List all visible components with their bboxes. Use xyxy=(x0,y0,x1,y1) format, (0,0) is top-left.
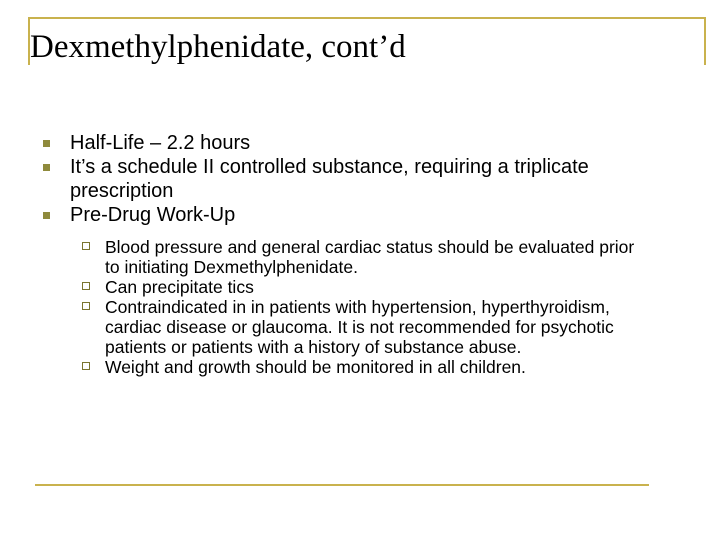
slide-body xyxy=(0,131,720,377)
frame-top-line xyxy=(28,17,706,19)
filled-square-bullet-icon xyxy=(43,212,50,219)
hollow-square-bullet-icon xyxy=(82,242,90,250)
filled-square-bullet-icon xyxy=(43,164,50,171)
frame-bottom-line xyxy=(35,484,649,486)
frame-right-line xyxy=(704,17,706,65)
sub-bullet-text: Can precipitate tics xyxy=(105,277,254,297)
hollow-square-bullet-icon xyxy=(82,362,90,370)
sub-bullet-text: Blood pressure and general cardiac status should be evaluated prior to initiating Dexmethylphenidate. xyxy=(105,237,635,277)
bullet-item xyxy=(0,155,660,203)
sub-bullet-item xyxy=(0,297,640,357)
hollow-square-bullet-icon xyxy=(82,302,90,310)
sub-bullet-text: Weight and growth should be monitored in all children. xyxy=(105,357,526,377)
bullet-text: Half-Life – 2.2 hours xyxy=(70,132,251,154)
sub-bullet-item xyxy=(0,357,640,377)
sub-bullet-item xyxy=(0,277,640,297)
sub-bullet-item xyxy=(0,237,640,277)
slide-title: Dexmethylphenidate, cont’d xyxy=(30,29,406,65)
filled-square-bullet-icon xyxy=(43,140,50,147)
bullet-text: It’s a schedule II controlled substance, requiring a triplicate prescription xyxy=(70,156,589,202)
bullet-item xyxy=(0,203,660,227)
bullet-item xyxy=(0,131,660,155)
bullet-text: Pre-Drug Work-Up xyxy=(70,204,236,226)
hollow-square-bullet-icon xyxy=(82,282,90,290)
sub-bullet-list xyxy=(0,237,720,377)
sub-bullet-text: Contraindicated in in patients with hypertension, hyperthyroidism, cardiac disease or glaucoma. It is not recommended for psychotic patients or patients with a history of substance abuse. xyxy=(105,297,614,357)
